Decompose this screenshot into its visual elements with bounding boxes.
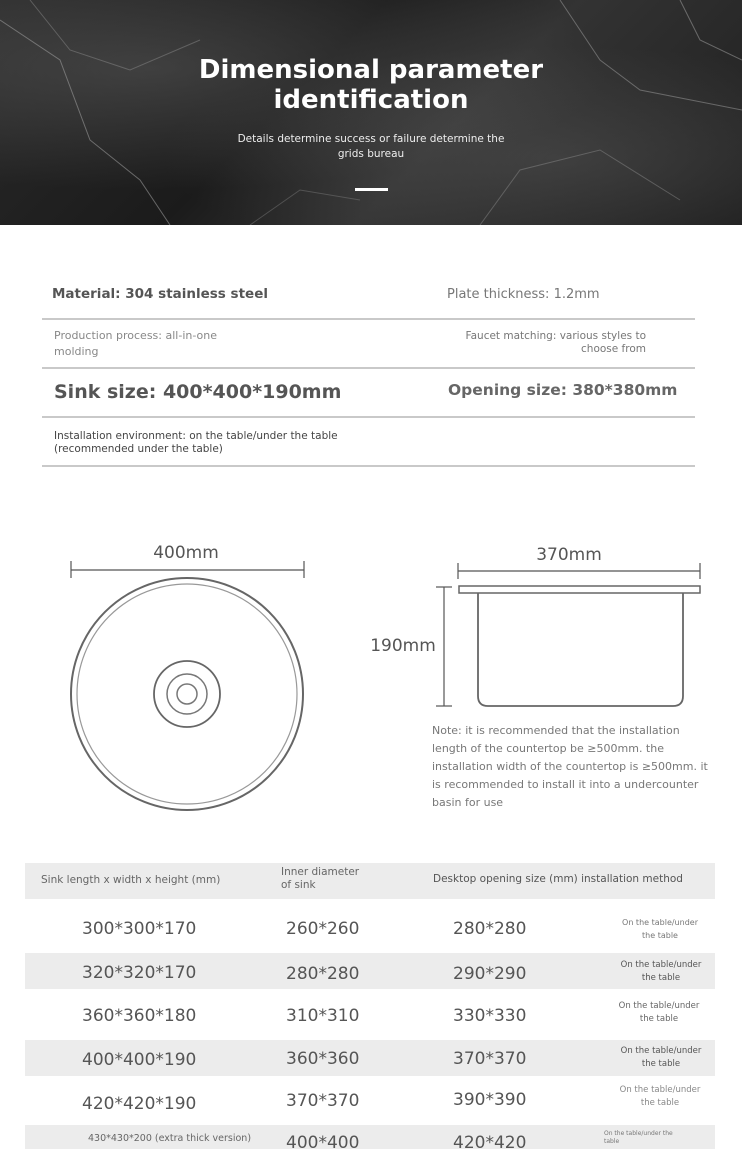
- spec-installation-line-1: Installation environment: on the table/under the table: [54, 430, 338, 442]
- sink-top-view: [71, 578, 303, 810]
- spec-faucet-line-1: Faucet matching: various styles to: [465, 330, 646, 342]
- row-method-line-2: table: [604, 1138, 620, 1145]
- spec-sink-size: Sink size: 400*400*190mm: [54, 381, 342, 403]
- row-method-line-2: the table: [641, 1059, 681, 1069]
- spec-faucet-line-2: choose from: [581, 343, 646, 355]
- divider: [42, 318, 695, 320]
- installation-note: Note: it is recommended that the installation length of the countertop be ≥500mm. the installation width of the countertop is ≥500mm. it is recommended to install it into a undercounter basin for use: [432, 724, 708, 809]
- row-size: 400*400*190: [82, 1050, 197, 1070]
- row-opening: 330*330: [453, 1006, 527, 1026]
- divider: [42, 465, 695, 467]
- row-method-line-1: On the table/under the: [604, 1130, 673, 1137]
- row-opening: 280*280: [453, 919, 527, 939]
- table-header: [25, 863, 715, 899]
- row-method-line-1: On the table/under: [619, 1085, 701, 1095]
- spec-process-line-1: Production process: all-in-one: [54, 329, 217, 342]
- title-line-2: identification: [273, 85, 469, 115]
- page-subtitle: [221, 132, 521, 162]
- height-label: 190mm: [370, 636, 436, 656]
- spec-material: Material: 304 stainless steel: [52, 286, 268, 302]
- page-title: [0, 55, 742, 115]
- row-method: [611, 959, 711, 985]
- row-method: [604, 1130, 694, 1146]
- divider: [42, 367, 695, 369]
- row-size: 420*420*190: [82, 1094, 197, 1114]
- row-size: 320*320*170: [82, 963, 197, 983]
- row-opening: 290*290: [453, 964, 527, 984]
- row-method-line-1: On the table/under: [620, 960, 702, 970]
- row-method-line-1: On the table/under: [620, 1046, 702, 1056]
- row-method: [610, 916, 710, 942]
- spec-installation-line-2: (recommended under the table): [54, 443, 223, 455]
- drain-icon: [154, 661, 220, 727]
- row-opening: 390*390: [453, 1090, 527, 1110]
- side-width-label: 370mm: [536, 545, 602, 565]
- row-method: [611, 1045, 711, 1071]
- subtitle-line-1: Details determine success or failure determine the: [237, 133, 505, 145]
- row-method-line-2: the table: [640, 1098, 680, 1108]
- row-inner: 310*310: [286, 1006, 360, 1026]
- row-method-line-2: the table: [639, 1014, 679, 1024]
- subtitle-line-2: grids bureau: [337, 148, 405, 160]
- title-underline: [355, 188, 388, 191]
- row-method: [609, 1000, 709, 1026]
- row-size: 430*430*200 (extra thick version): [88, 1133, 252, 1144]
- top-width-label: 400mm: [153, 543, 219, 563]
- row-inner: 400*400: [286, 1133, 360, 1153]
- row-opening: 370*370: [453, 1049, 527, 1069]
- row-inner: 260*260: [286, 919, 360, 939]
- row-method-line-2: the table: [642, 931, 678, 940]
- spec-opening-size: Opening size: 380*380mm: [448, 381, 678, 399]
- spec-installation: [54, 430, 338, 456]
- row-method-line-1: On the table/under: [622, 918, 698, 927]
- row-method-line-2: the table: [641, 973, 681, 983]
- spec-process-line-2: molding: [54, 345, 99, 358]
- row-opening: 420*420: [453, 1133, 527, 1153]
- sink-rim: [459, 586, 700, 593]
- hero-banner: [0, 0, 742, 225]
- header-inner-line-1: Inner diameter: [281, 866, 360, 878]
- row-inner: 280*280: [286, 964, 360, 984]
- header-opening-method: Desktop opening size (mm) installation method: [433, 873, 683, 885]
- spec-process: [54, 328, 217, 360]
- row-inner: 370*370: [286, 1091, 360, 1111]
- divider: [42, 416, 695, 418]
- spec-faucet: [460, 330, 646, 356]
- title-line-1: Dimensional parameter: [198, 55, 544, 85]
- header-inner-line-2: of sink: [281, 879, 316, 891]
- sink-side-view: [478, 593, 683, 706]
- row-method-line-1: On the table/under: [618, 1001, 700, 1011]
- row-size: 300*300*170: [82, 919, 197, 939]
- header-size: Sink length x width x height (mm): [41, 874, 221, 886]
- spec-plate-thickness: Plate thickness: 1.2mm: [447, 287, 600, 302]
- row-inner: 360*360: [286, 1049, 360, 1069]
- row-size: 360*360*180: [82, 1006, 197, 1026]
- row-method: [610, 1084, 710, 1110]
- header-inner-diameter: [281, 866, 359, 892]
